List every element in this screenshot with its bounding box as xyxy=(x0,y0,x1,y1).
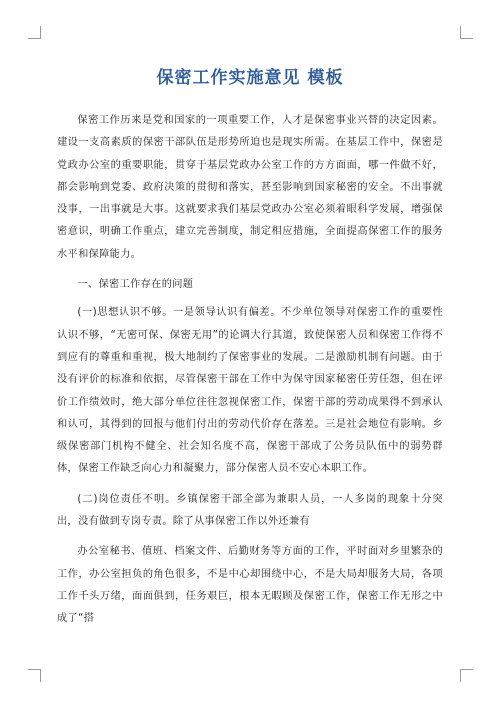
body-paragraph: 办公室秘书、值班、档案文件、后勤财务等方面的工作，平时面对乡里繁杂的工作，办公室担负的角色很多，不是中心却围绕中心，不是大局却服务大局，各项工作千头万绪，面面俱到，任务艰巨，根本无暇顾及保密工作，保密工作无形之中成了“搭 xyxy=(57,546,443,625)
body-paragraph: (二)岗位责任不明。乡镇保密干部全部为兼职人员，一人多岗的现象十分突出，没有做到专岗专责。除了从事保密工作以外还兼有 xyxy=(57,493,443,528)
document-body xyxy=(57,110,443,639)
intro-paragraph: 保密工作历来是党和国家的一项重要工作，人才是保密事业兴替的决定因素。建设一支高素质的保密干部队伍是形势所迫也是现实所需。在基层工作中，保密是党政办公室的重要职能，贯穿于基层党政办公室工作的方方面面，哪一件做不好，都会影响到党委、政府决策的贯彻和落实，甚至影响到国家秘密的安全。不出事就没事，一出事就是大事。这就要求我们基层党政办公室必须着眼科学发展，增强保密意识，明确工作重点，建立完善制度，制定相应措施，全面提高保密工作的服务水平和保障能力。 xyxy=(57,115,443,260)
section-heading: 一、保密工作存在的问题 xyxy=(77,279,194,291)
document-title: 保密工作实施意见 模板 xyxy=(156,68,344,88)
body-paragraph: (一)思想认识不够。一是领导认识有偏差。不少单位领导对保密工作的重要性认识不够，“无密可保、保密无用”的论调大行其道，致使保密人员和保密工作得不到应有的尊重和重视，极大地制约了保密事业的发展。二是激励机制有问题。由于没有评价的标准和依据，尽管保密干部在工作中为保守国家秘密任劳任怨，但在评价工作绩效时，绝大部分单位往往忽视保密工作，保密干部的劳动成果得不到承认和认可，其得到的回报与他们付出的劳动代价存在落差。三是社会地位有影响。乡级保密部门机构不健全、社会知名度不高，保密干部成了公务员队伍中的弱势群体，保密工作缺乏向心力和凝聚力，部分保密人员不安心本职工作。 xyxy=(57,307,443,475)
crop-mark-top-right xyxy=(460,26,473,39)
crop-mark-bottom-left xyxy=(28,669,41,682)
crop-mark-bottom-right xyxy=(460,669,473,682)
crop-mark-top-left xyxy=(28,26,41,39)
